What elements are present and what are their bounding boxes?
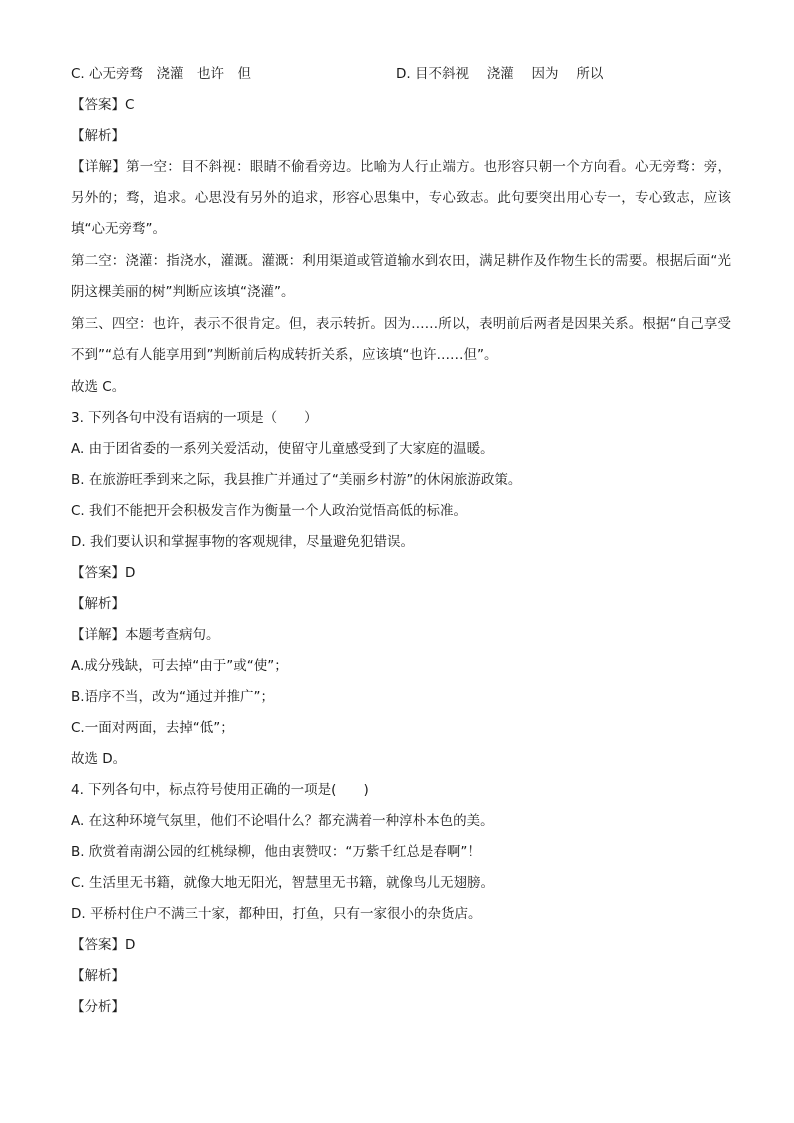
q2-detail-paragraph-3: 第三、四空：也许，表示不很肯定。但，表示转折。因为……所以，表明前后两者是因果关系。根据“自己享受不到”“总有人能享用到”判断前后构成转折关系，应该填“也许……但”。 xyxy=(71,316,731,363)
q2-detail-paragraph-1: 【详解】第一空：目不斜视：眼睛不偷看旁边。比喻为人行止端方。也形容只朝一个方向看。心无旁骛：旁，另外的；骛，追求。心思没有另外的追求，形容心思集中，专心致志。此句要突出用心专一，专心致志，应该填“心无旁骛”。 xyxy=(71,159,731,237)
q2-answer: 【答案】C xyxy=(71,97,135,113)
q4-option-a: A. 在这种环境气氛里，他们不论唱什么？都充满着一种淳朴本色的美。 xyxy=(71,813,494,829)
q2-analysis-heading: 【解析】 xyxy=(71,128,125,144)
q2-detail-paragraph-2: 第二空：浇灌：指浇水，灌溉。灌溉：利用渠道或管道输水到农田，满足耕作及作物生长的需要。根据后面“光阴这棵美丽的树”判断应该填“浇灌”。 xyxy=(71,253,731,300)
option-c: C. 心无旁骛 浇灌 也许 但 xyxy=(71,66,252,82)
q3-option-d: D. 我们要认识和掌握事物的客观规律，尽量避免犯错误。 xyxy=(71,534,414,550)
q3-note-c: C.一面对两面，去掉“低”； xyxy=(71,720,234,736)
options-row-c-d xyxy=(71,64,731,84)
q2-conclusion: 故选 C。 xyxy=(71,379,126,395)
q3-answer: 【答案】D xyxy=(71,565,136,581)
q4-option-b: B. 欣赏着南湖公园的红桃绿柳，他由衷赞叹：“万紫千红总是春啊”！ xyxy=(71,844,481,860)
option-d: D. 目不斜视 浇灌 因为 所以 xyxy=(396,66,604,82)
q3-analysis-heading: 【解析】 xyxy=(71,596,125,612)
q3-option-b: B. 在旅游旺季到来之际，我县推广并通过了“美丽乡村游”的休闲旅游政策。 xyxy=(71,472,522,488)
q4-analysis-heading: 【解析】 xyxy=(71,968,125,984)
q3-option-c: C. 我们不能把开会积极发言作为衡量一个人政治觉悟高低的标准。 xyxy=(71,503,468,519)
q3-note-b: B.语序不当，改为“通过并推广”； xyxy=(71,689,275,705)
q3-stem: 3. 下列各句中没有语病的一项是（ ） xyxy=(71,410,318,426)
q4-option-c: C. 生活里无书籍，就像大地无阳光，智慧里无书籍，就像鸟儿无翅膀。 xyxy=(71,875,495,891)
q3-note-a: A.成分残缺，可去掉“由于”或“使”； xyxy=(71,658,288,674)
q3-option-a: A. 由于团省委的一系列关爱活动，使留守儿童感受到了大家庭的温暖。 xyxy=(71,441,494,457)
q4-fenxi-heading: 【分析】 xyxy=(71,999,125,1015)
q4-option-d: D. 平桥村住户不满三十家，都种田，打鱼，只有一家很小的杂货店。 xyxy=(71,906,482,922)
q4-answer: 【答案】D xyxy=(71,937,136,953)
q3-conclusion: 故选 D。 xyxy=(71,751,127,767)
document-page xyxy=(71,64,731,1028)
q3-detail: 【详解】本题考查病句。 xyxy=(71,627,220,643)
q4-stem: 4. 下列各句中，标点符号使用正确的一项是( ) xyxy=(71,782,369,798)
